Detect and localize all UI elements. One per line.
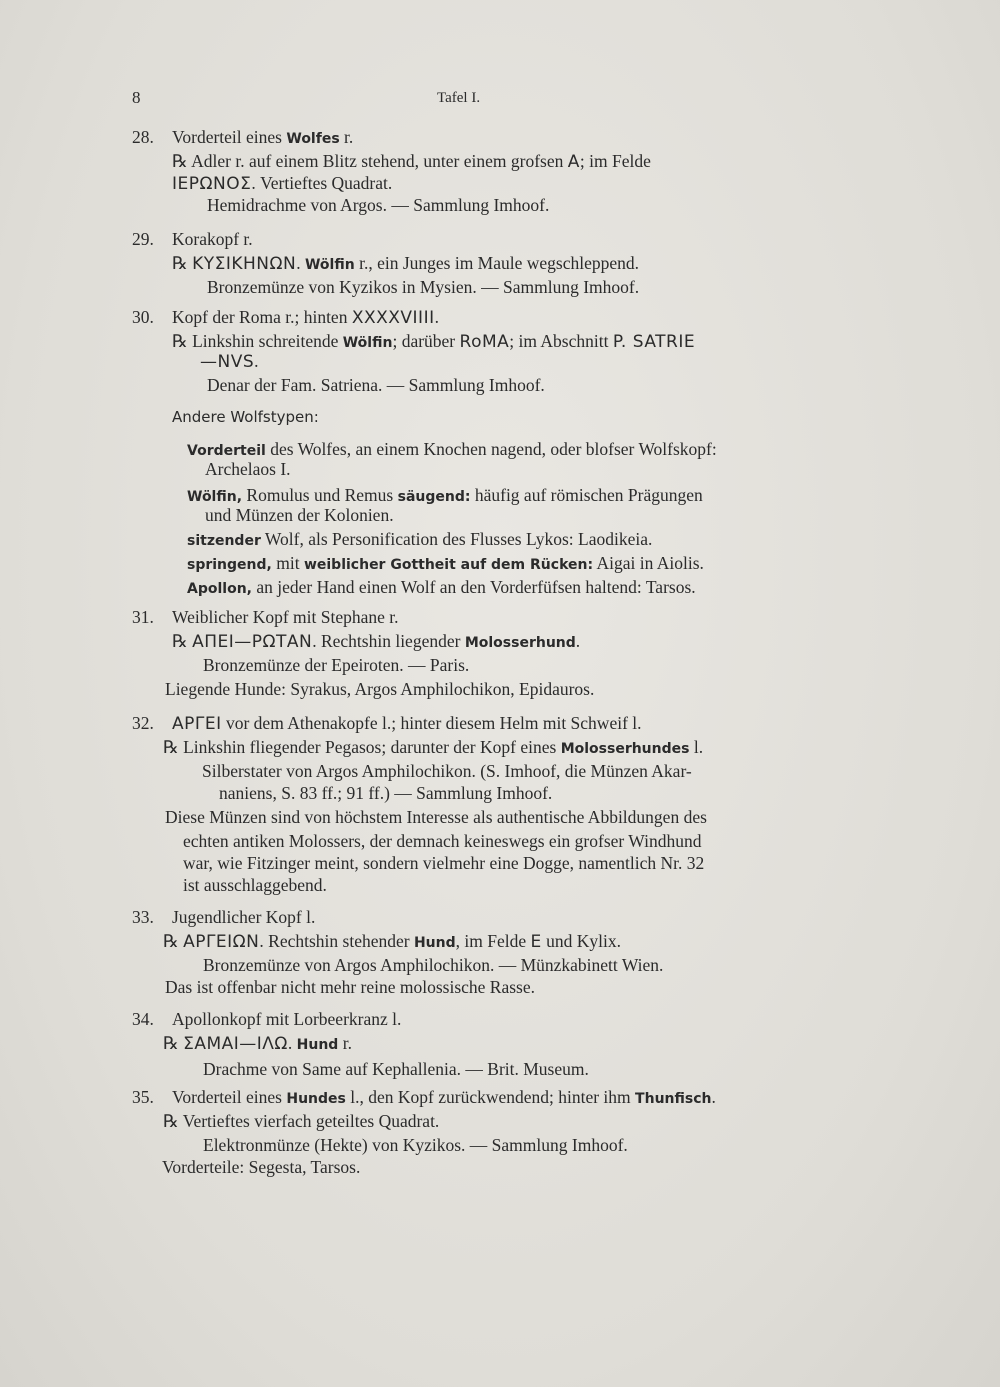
text-line: Silberstater von Argos Amphilochikon. (S. Imhoof, die Münzen Akar- (202, 761, 692, 781)
section-heading: Andere Wolfstypen: (172, 408, 319, 426)
text-line: ΙΕΡΩΝΟΣ. Vertieftes Quadrat. (172, 173, 393, 194)
entry-number: 28. (132, 127, 154, 147)
text-line: —NVS. (200, 351, 259, 372)
text-line: Jugendlicher Kopf l. (172, 907, 316, 927)
text-line: Kopf der Roma r.; hinten XXXXVIIII. (172, 307, 439, 328)
text-line: Archelaos I. (205, 459, 291, 479)
entry-number: 33. (132, 907, 154, 927)
text-line: springend, mit weiblicher Gottheit auf dem Rücken: Aigai in Aiolis. (187, 553, 704, 573)
text-line: Drachme von Same auf Kephallenia. — Brit. Museum. (203, 1059, 589, 1079)
text-line: ℞ Vertieftes vierfach geteiltes Quadrat. (163, 1111, 440, 1132)
text-line: Liegende Hunde: Syrakus, Argos Amphilochikon, Epidauros. (165, 679, 595, 699)
text-line: Vorderteil des Wolfes, an einem Knochen nagend, oder blofser Wolfskopf: (187, 439, 717, 459)
text-line: ℞ Linkshin schreitende Wölfin; darüber RoMA; im Abschnitt P. SATRIE (172, 331, 696, 352)
text-line: Bronzemünze von Argos Amphilochikon. — Münzkabinett Wien. (203, 955, 664, 975)
text-line: Hemidrachme von Argos. — Sammlung Imhoof. (207, 195, 550, 215)
text-line: sitzender Wolf, als Personification des Flusses Lykos: Laodikeia. (187, 529, 653, 549)
entry-number: 31. (132, 607, 154, 627)
text-line: Vorderteile: Segesta, Tarsos. (162, 1157, 361, 1177)
text-line: Das ist offenbar nicht mehr reine molossische Rasse. (165, 977, 536, 997)
text-line: ℞ ΑΠΕΙ—ΡΩΤΑΝ. Rechtshin liegender Molosserhund. (172, 631, 581, 652)
text-line: Wölfin, Romulus und Remus säugend: häufig auf römischen Prägungen (187, 485, 703, 505)
text-line: ℞ Linkshin fliegender Pegasos; darunter der Kopf eines Molosserhundes l. (163, 737, 704, 758)
entry-number: 34. (132, 1009, 154, 1029)
text-line: ist ausschlaggebend. (183, 875, 327, 895)
text-line: echten antiken Molossers, der demnach keineswegs ein grofser Windhund (183, 831, 702, 851)
text-line: Apollon, an jeder Hand einen Wolf an den Vorderfüfsen haltend: Tarsos. (187, 577, 696, 597)
page-header (132, 88, 932, 112)
text-line: ℞ ΚΥΣΙΚΗΝΩΝ. Wölfin r., ein Junges im Maule wegschleppend. (172, 253, 640, 274)
entry-number: 29. (132, 229, 154, 249)
page-title: Tafel I. (437, 90, 481, 106)
text-line: Apollonkopf mit Lorbeerkranz l. (172, 1009, 402, 1029)
text-line: Korakopf r. (172, 229, 253, 249)
text-line: Denar der Fam. Satriena. — Sammlung Imhoof. (207, 375, 545, 395)
text-line: ℞ ΑΡΓΕΙΩΝ. Rechtshin stehender Hund, im Felde Ε und Kylix. (163, 931, 621, 952)
text-line: ℞ Adler r. auf einem Blitz stehend, unter einem grofsen Α; im Felde (172, 151, 651, 172)
text-line: Vorderteil eines Hundes l., den Kopf zurückwendend; hinter ihm Thunfisch. (172, 1087, 716, 1107)
entry-number: 30. (132, 307, 154, 327)
text-line: Elektronmünze (Hekte) von Kyzikos. — Sammlung Imhoof. (203, 1135, 628, 1155)
text-line: ℞ ΣΑΜΑΙ—ΙΛΩ. Hund r. (163, 1033, 352, 1054)
text-line: Bronzemünze der Epeiroten. — Paris. (203, 655, 470, 675)
text-line: ΑΡΓΕΙ vor dem Athenakopfe l.; hinter diesem Helm mit Schweif l. (172, 713, 642, 734)
recipe-symbol: ℞ (172, 152, 188, 172)
entry-number: 32. (132, 713, 154, 733)
text-line: naniens, S. 83 ff.; 91 ff.) — Sammlung Imhoof. (219, 783, 553, 803)
text-line: Diese Münzen sind von höchstem Interesse als authentische Abbildungen des (165, 807, 707, 827)
page-number: 8 (132, 88, 141, 107)
text-line: Vorderteil eines Wolfes r. (172, 127, 354, 147)
text-line: Bronzemünze von Kyzikos in Mysien. — Sammlung Imhoof. (207, 277, 640, 297)
text-line: war, wie Fitzinger meint, sondern vielmehr eine Dogge, namentlich Nr. 32 (183, 853, 705, 873)
text-line: und Münzen der Kolonien. (205, 505, 394, 525)
entry-number: 35. (132, 1087, 154, 1107)
text-line: Weiblicher Kopf mit Stephane r. (172, 607, 399, 627)
